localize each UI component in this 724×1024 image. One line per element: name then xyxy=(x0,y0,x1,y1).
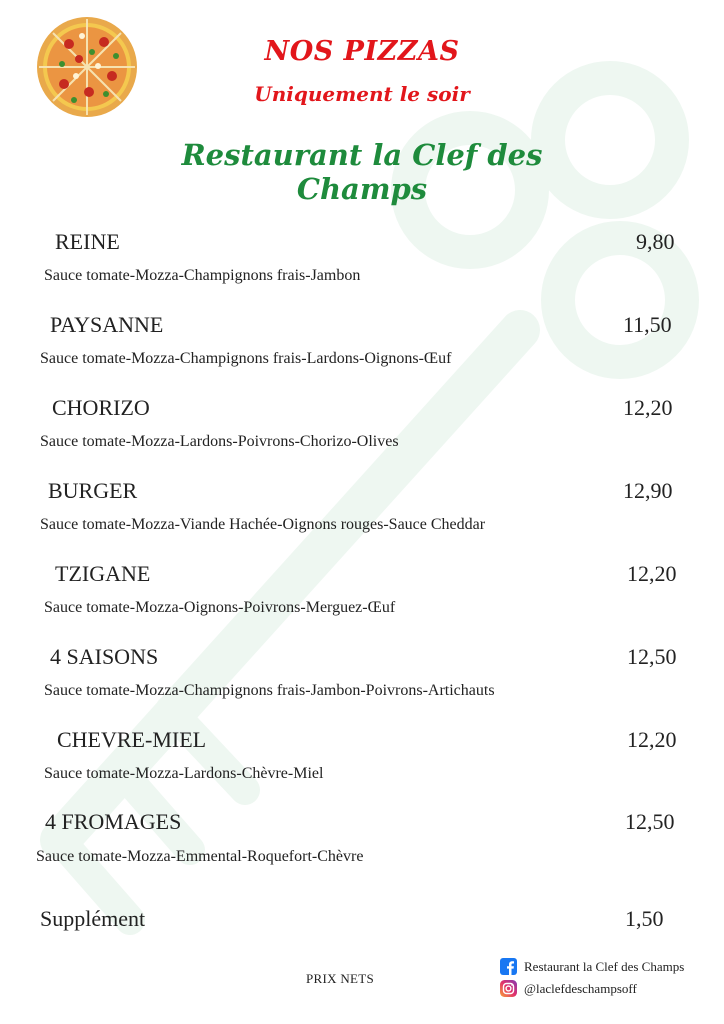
pizza-price-reine: 9,80 xyxy=(636,229,675,254)
page-subtitle: Uniquement le soir xyxy=(254,82,470,106)
pizza-name-paysanne: PAYSANNE xyxy=(50,312,164,337)
instagram-label: @laclefdeschampsoff xyxy=(524,980,637,996)
pizza-desc-paysanne: Sauce tomate-Mozza-Champignons frais-Lardons-Oignons-Œuf xyxy=(40,350,452,367)
restaurant-name: Restaurant la Clef des Champs xyxy=(181,138,543,206)
supplement-price: 1,50 xyxy=(625,906,664,931)
facebook-icon xyxy=(500,958,517,975)
pizza-desc-chevre-miel: Sauce tomate-Mozza-Lardons-Chèvre-Miel xyxy=(44,765,324,782)
pizza-name-tzigane: TZIGANE xyxy=(55,561,151,586)
pizza-desc-burger: Sauce tomate-Mozza-Viande Hachée-Oignons rouges-Sauce Cheddar xyxy=(40,516,486,533)
pizza-price-paysanne: 11,50 xyxy=(623,312,672,337)
pizza-name-burger: BURGER xyxy=(48,478,138,503)
pizza-price-chorizo: 12,20 xyxy=(623,395,673,420)
supplement-label: Supplément xyxy=(40,906,146,931)
pizza-desc-chorizo: Sauce tomate-Mozza-Lardons-Poivrons-Chorizo-Olives xyxy=(40,433,399,450)
instagram-icon xyxy=(500,980,517,997)
pizza-icon xyxy=(34,14,140,120)
pizza-name-chorizo: CHORIZO xyxy=(52,395,150,420)
pizza-price-burger: 12,90 xyxy=(623,478,673,503)
pizza-price-4-saisons: 12,50 xyxy=(627,644,677,669)
pizza-desc-reine: Sauce tomate-Mozza-Champignons frais-Jambon xyxy=(44,267,361,284)
pizza-name-reine: REINE xyxy=(55,229,120,254)
pizza-name-4-fromages: 4 FROMAGES xyxy=(45,809,182,834)
pizza-desc-4-fromages: Sauce tomate-Mozza-Emmental-Roquefort-Chèvre xyxy=(36,848,364,865)
pizza-price-4-fromages: 12,50 xyxy=(625,809,675,834)
prix-nets-note: PRIX NETS xyxy=(306,971,375,986)
facebook-label: Restaurant la Clef des Champs xyxy=(524,958,685,974)
page-title: NOS PIZZAS xyxy=(264,36,460,67)
pizza-price-chevre-miel: 12,20 xyxy=(627,727,677,752)
facebook-link[interactable] xyxy=(500,958,684,975)
pizza-name-4-saisons: 4 SAISONS xyxy=(50,644,159,669)
pizza-desc-tzigane: Sauce tomate-Mozza-Oignons-Poivrons-Merguez-Œuf xyxy=(44,599,396,616)
instagram-link[interactable] xyxy=(500,980,637,997)
pizza-name-chevre-miel: CHEVRE-MIEL xyxy=(57,727,207,752)
pizza-desc-4-saisons: Sauce tomate-Mozza-Champignons frais-Jambon-Poivrons-Artichauts xyxy=(44,682,495,699)
pizza-price-tzigane: 12,20 xyxy=(627,561,677,586)
